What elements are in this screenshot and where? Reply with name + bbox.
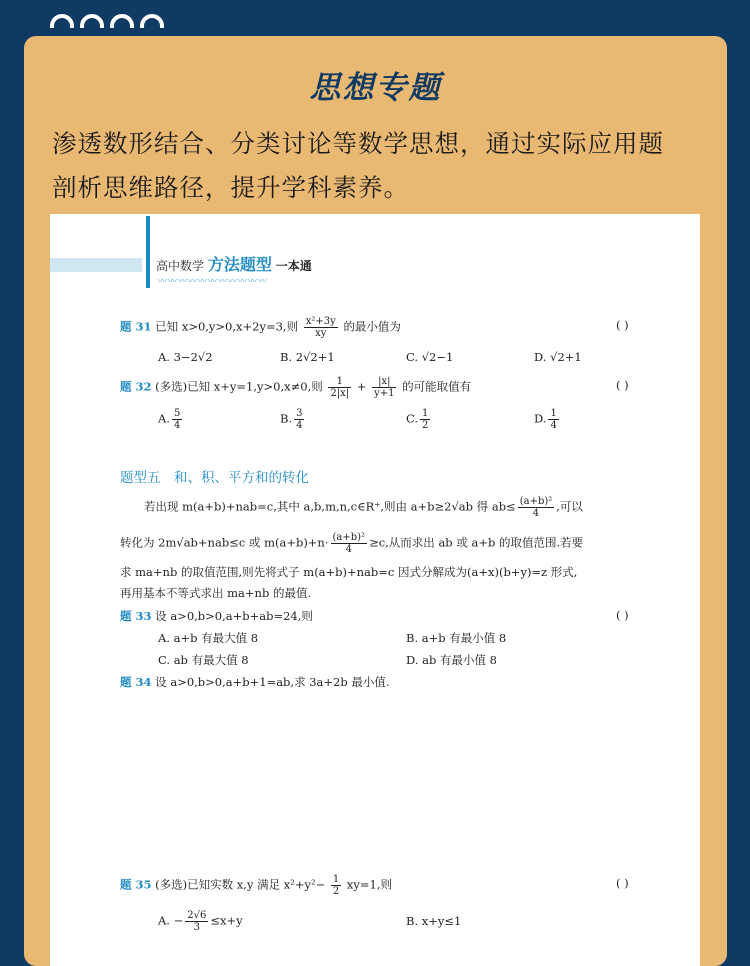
option-b: B. a+b 有最小值 8 xyxy=(406,631,507,645)
feature-card xyxy=(24,36,727,966)
question-label: 题 35 xyxy=(120,877,152,892)
fraction: $\frac{|x|}{y+1}$ xyxy=(374,376,395,399)
option-a: A. a+b 有最大值 8 xyxy=(158,631,259,645)
plus-sign: + xyxy=(356,379,367,394)
question-label: 题 32 xyxy=(120,379,152,394)
book-page-preview xyxy=(50,214,700,966)
question-34 xyxy=(120,674,390,690)
fraction: $\frac{1}{2|x|}$ xyxy=(330,376,350,399)
option-d: D. $\frac{1}{4}$ xyxy=(534,408,557,431)
option-d: D. ab 有最小值 8 xyxy=(406,653,497,667)
description-line: 渗透数形结合、分类讨论等数学思想，通过实际应用题 xyxy=(52,129,664,158)
question-stem: 的可能取值有 xyxy=(402,379,472,394)
answer-paren: ( ) xyxy=(616,876,629,890)
option-d: D. √2+1 xyxy=(534,350,582,364)
option-a: A. − $\frac{2√6}{3}$ ≤x+y xyxy=(158,910,243,933)
answer-paren: ( ) xyxy=(616,608,629,622)
fraction: $\frac{\text{x²+3y}}{xy}$ xyxy=(305,316,336,339)
question-35 xyxy=(120,874,392,897)
option-c: C. √2−1 xyxy=(406,350,454,364)
question-stem: (多选)已知 x+y=1,y>0,x≠0,则 xyxy=(155,379,323,394)
header-suffix: 一本通 xyxy=(275,259,312,273)
option-c: C. $\frac{1}{2}$ xyxy=(406,408,429,431)
explanation-line: 若出现 m(a+b)+nab=c,其中 a,b,m,n,c∈R⁺,则由 a+b≥2√ab 得 ab≤ $\frac{\text{(a+b)²}}{4}$ ,可以 xyxy=(144,496,583,519)
header-bar xyxy=(146,216,150,288)
option-b: B. $\frac{3}{4}$ xyxy=(280,408,303,431)
question-stem: (多选)已知实数 x,y 满足 x²+y²− xyxy=(155,877,326,892)
option-c: C. ab 有最大值 8 xyxy=(158,653,249,667)
question-stem: 已知 x>0,y>0,x+2y=3,则 xyxy=(155,319,299,334)
question-33 xyxy=(120,608,313,624)
header-highlight: 方法题型 xyxy=(207,255,272,274)
fraction: $\frac{1}{2}$ xyxy=(332,874,340,897)
explanation-line: 求 ma+nb 的取值范围,则先将式子 m(a+b)+nab=c 因式分解成为(a+x)(b+y)=z 形式, xyxy=(120,565,578,579)
explanation-line: 转化为 2m√ab+nab≤c 或 m(a+b)+n· $\frac{\text{(a+b)²}}{4}$ ≥c,从而求出 ab 或 a+b 的取值范围.若要 xyxy=(120,532,584,555)
answer-paren: ( ) xyxy=(616,378,629,392)
wave-decoration-icon: 〰〰〰〰〰〰〰〰〰〰〰 xyxy=(158,277,269,287)
page-header xyxy=(156,252,312,275)
description-line: 剖析思维路径，提升学科素养。 xyxy=(52,173,409,202)
option-b: B. x+y≤1 xyxy=(406,914,462,928)
question-32 xyxy=(120,376,471,399)
question-label: 题 34 xyxy=(120,675,152,689)
question-stem: 的最小值为 xyxy=(343,319,401,334)
question-stem: xy=1,则 xyxy=(346,877,393,892)
header-prefix: 高中数学 xyxy=(156,259,205,273)
section-title: 题型五 和、积、平方和的转化 xyxy=(120,470,309,486)
option-a: A. 3−2√2 xyxy=(158,350,213,364)
question-stem: 设 a>0,b>0,a+b+1=ab,求 3a+2b 最小值. xyxy=(155,675,390,689)
question-31 xyxy=(120,316,401,339)
answer-paren: ( ) xyxy=(616,318,629,332)
feature-title: 思想专题 xyxy=(309,70,442,106)
question-label: 题 31 xyxy=(120,319,152,334)
question-label: 题 33 xyxy=(120,609,152,623)
header-band xyxy=(50,258,142,272)
option-b: B. 2√2+1 xyxy=(280,350,335,364)
explanation-line: 再用基本不等式求出 ma+nb 的最值. xyxy=(120,586,312,600)
question-stem: 设 a>0,b>0,a+b+ab=24,则 xyxy=(155,609,313,623)
feature-description xyxy=(52,122,707,210)
option-a: A. $\frac{5}{4}$ xyxy=(158,408,181,431)
